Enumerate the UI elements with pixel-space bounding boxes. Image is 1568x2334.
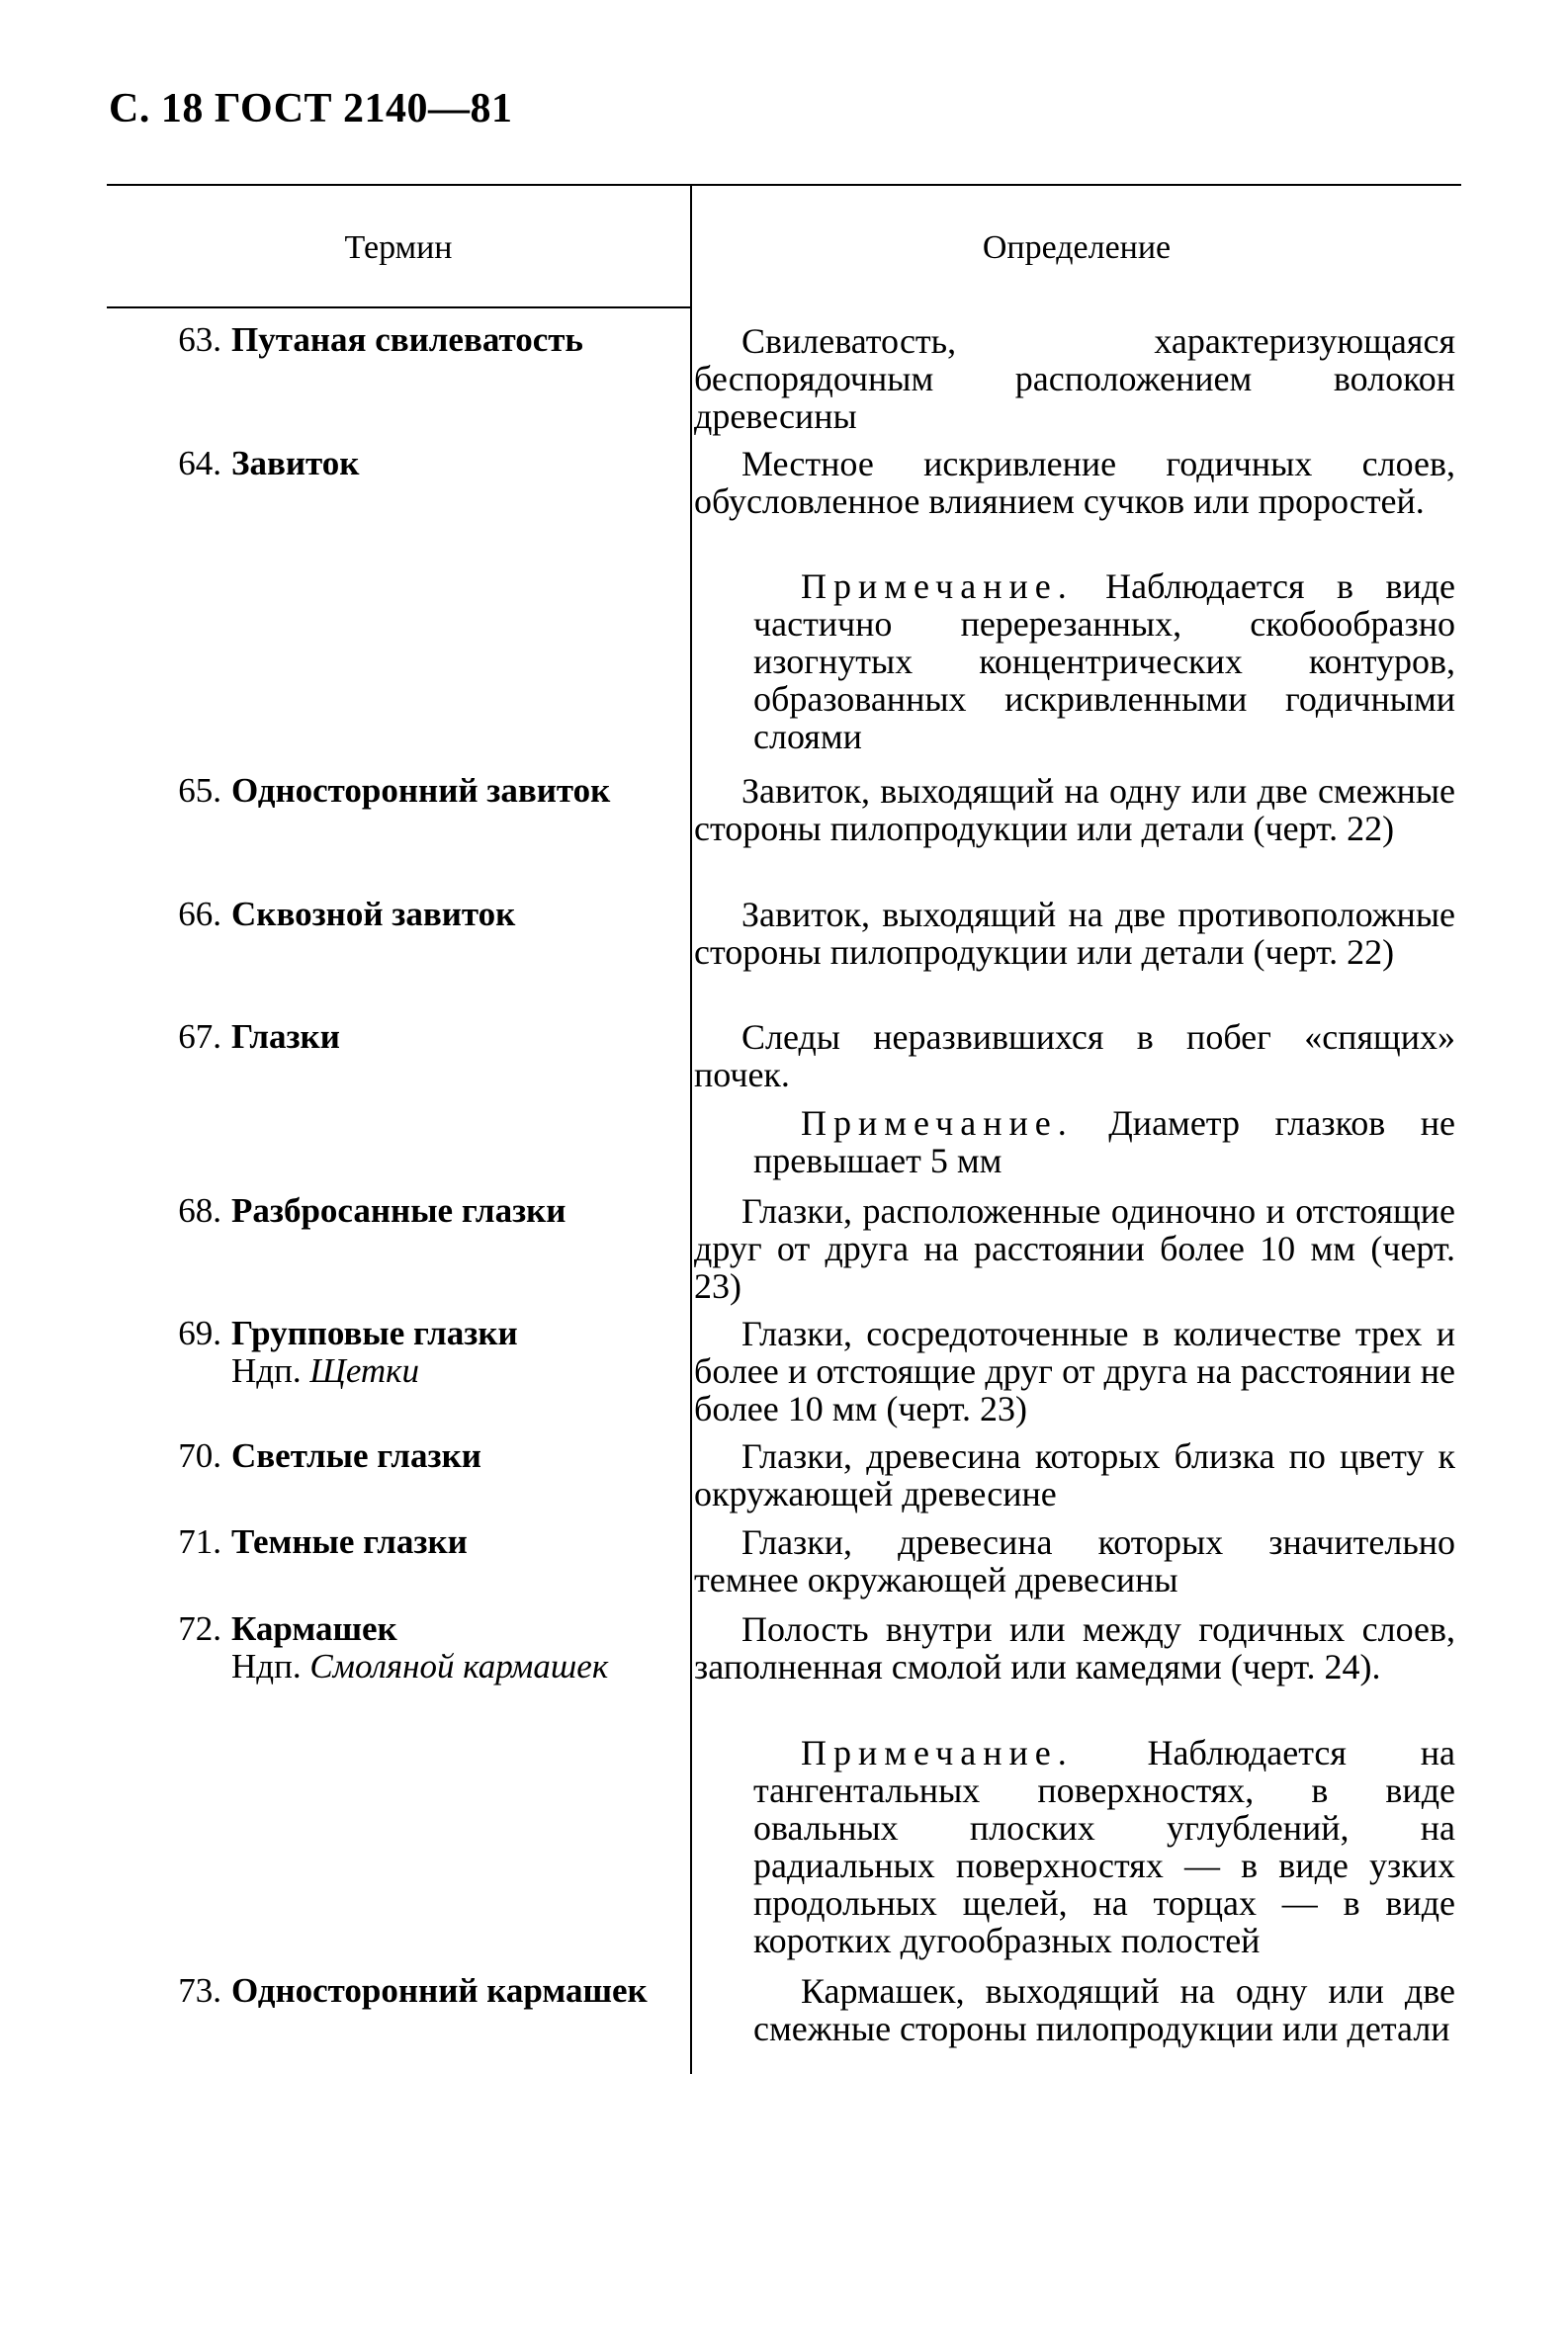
definition-63: Свилеватость, характеризующаяся беспорядочным расположением волокон древесины [694, 321, 1455, 436]
term-name: Темные глазки [231, 1522, 468, 1561]
term-number: 65. [178, 771, 221, 810]
note-text: Наблюдается на тангентальных поверхностях, в виде овальных плоских углублений, на радиальных поверхностях — в виде узких продольных щелей, на торцах — в виде коротких дугообразных полостей [753, 1733, 1456, 1960]
note-label: Примечание. [801, 1103, 1074, 1143]
term-64 [148, 445, 682, 482]
term-70 [148, 1437, 682, 1475]
definition-66: Завиток, выходящий на две противоположные стороны пилопродукции или детали (черт. 22) [694, 895, 1455, 972]
term-name: Путаная свилеватость [231, 320, 583, 359]
note-label: Примечание. [801, 1733, 1074, 1772]
term-number: 73. [178, 1971, 221, 2010]
note-64 [753, 567, 1455, 755]
alt-prefix: Ндп. [231, 1351, 302, 1390]
deprecated-synonym [148, 1352, 682, 1390]
term-number: 67. [178, 1017, 221, 1056]
alt-term: Смоляной кармашек [309, 1647, 609, 1686]
table-top-rule [107, 184, 1461, 186]
term-number: 70. [178, 1436, 221, 1475]
deprecated-synonym [148, 1648, 682, 1686]
term-name: Односторонний завиток [231, 771, 611, 810]
term-68 [148, 1192, 682, 1230]
term-number: 63. [178, 320, 221, 359]
term-number: 69. [178, 1314, 221, 1352]
term-number: 66. [178, 895, 221, 933]
column-header-term: Термин [344, 229, 453, 266]
definition-65: Завиток, выходящий на одну или две смежные стороны пилопродукции или детали (черт. 22) [694, 771, 1455, 848]
term-71 [148, 1523, 682, 1561]
term-name: Сквозной завиток [231, 895, 516, 933]
note-text: Наблюдается в виде частично перерезанных, скобообразно изогнутых концентрических контуров, образованных искривленными годичными слоями [753, 566, 1456, 756]
column-header-definition: Определение [982, 229, 1172, 266]
definition-68: Глазки, расположенные одиночно и отстоящие друг от друга на расстоянии более 10 мм (черт. 23) [694, 1191, 1455, 1306]
note-67 [753, 1104, 1455, 1179]
note-72 [753, 1734, 1455, 1959]
term-name: Завиток [231, 444, 360, 482]
term-number: 71. [178, 1522, 221, 1561]
definition-69: Глазки, сосредоточенные в количестве трех и более и отстоящие друг от друга на расстоянии не более 10 мм (черт. 23) [694, 1314, 1455, 1428]
term-name: Групповые глазки [231, 1314, 518, 1352]
definition-70: Глазки, древесина которых близка по цвету к окружающей древесине [694, 1436, 1455, 1513]
note-text: Диаметр глазков не превышает 5 мм [753, 1103, 1455, 1180]
term-number: 68. [178, 1191, 221, 1230]
definition-64: Местное искривление годичных слоев, обусловленное влиянием сучков или проростей. [694, 444, 1455, 521]
term-66 [148, 896, 682, 933]
term-name: Светлые глазки [231, 1436, 481, 1475]
definition-67: Следы неразвившихся в побег «спящих» почек. [694, 1017, 1455, 1094]
alt-prefix: Ндп. [231, 1647, 302, 1686]
term-name: Глазки [231, 1017, 340, 1056]
term-name: Односторонний кармашек [231, 1971, 648, 2010]
term-63 [148, 321, 682, 359]
term-65 [148, 772, 682, 810]
term-name: Разбросанные глазки [231, 1191, 566, 1230]
definition-72: Полость внутри или между годичных слоев, заполненная смолой или камедями (черт. 24). [694, 1609, 1455, 1686]
header-bottom-rule [107, 306, 692, 308]
term-67 [148, 1018, 682, 1056]
column-divider [690, 184, 692, 2074]
term-name: Кармашек [231, 1609, 397, 1648]
term-69 [148, 1315, 682, 1390]
definition-73: Кармашек, выходящий на одну или две смежные стороны пилопродукции или детали [753, 1971, 1455, 2048]
term-72 [148, 1610, 682, 1686]
alt-term: Щетки [309, 1351, 420, 1390]
term-number: 64. [178, 444, 221, 482]
page-header: С. 18 ГОСТ 2140—81 [109, 86, 513, 131]
term-number: 72. [178, 1609, 221, 1648]
definition-71: Глазки, древесина которых значительно темнее окружающей древесины [694, 1522, 1455, 1599]
note-label: Примечание. [801, 566, 1074, 606]
term-73 [148, 1972, 682, 2010]
